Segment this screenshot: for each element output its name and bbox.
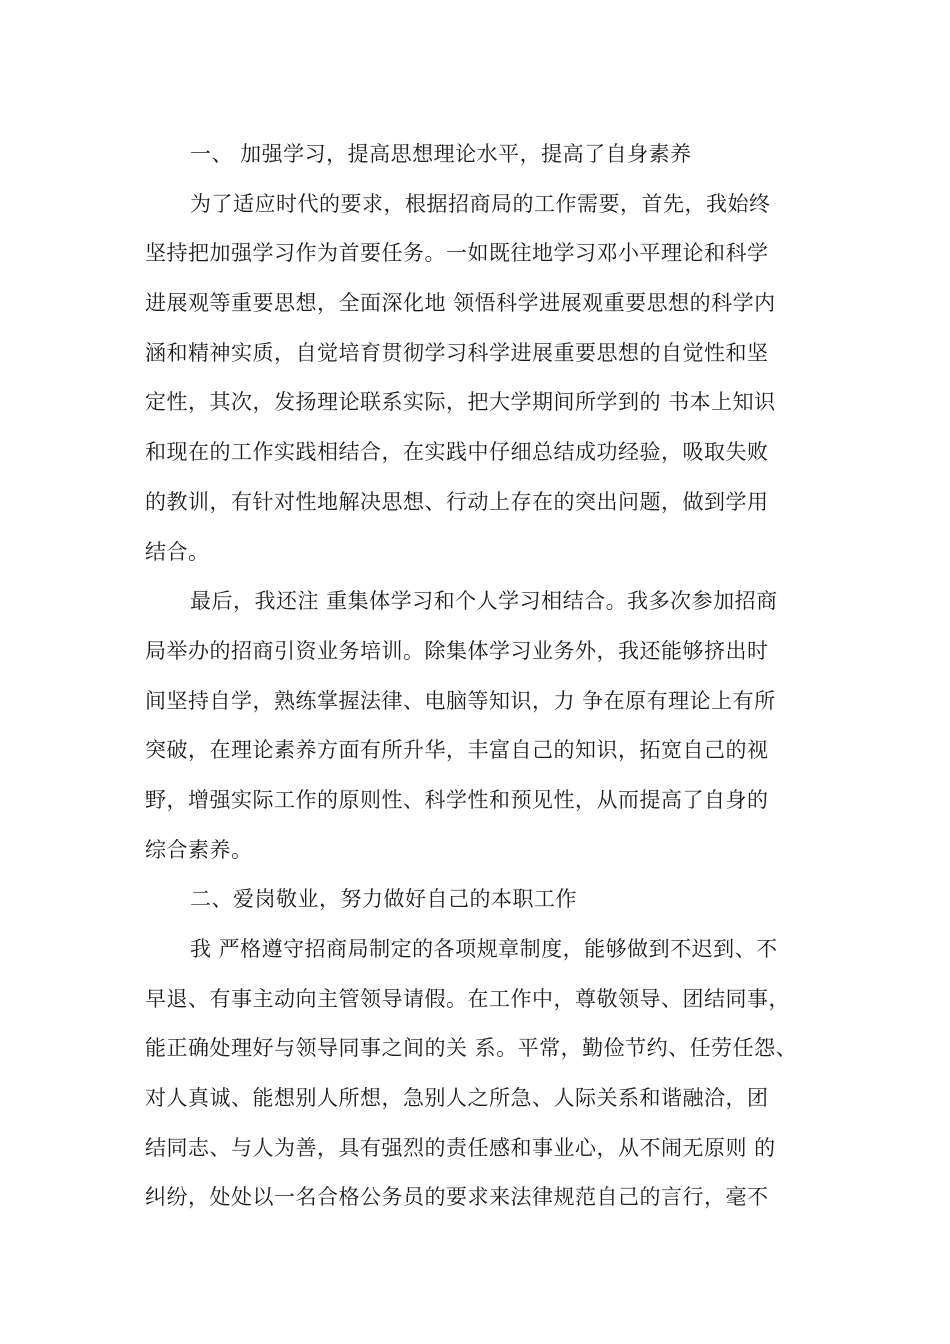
paragraph-line: 综合素养。 [145,837,253,862]
paragraph-line: 局举办的招商引资业务培训。除集体学习业务外，我还能够挤出时 [145,638,769,663]
paragraph-line: 进展观等重要思想，全面深化地 领悟科学进展观重要思想的科学内 [145,291,776,316]
paragraph-line: 间坚持自学，熟练掌握法律、电脑等知识，力 争在原有理论上有所 [145,688,776,713]
paragraph-line: 野，增强实际工作的原则性、科学性和预见性，从而提高了自身的 [145,787,769,812]
paragraph-line: 定性，其次，发扬理论联系实际，把大学期间所学到的 书本上知识 [145,390,776,415]
paragraph-line: 早退、有事主动向主管领导请假。在工作中，尊敬领导、团结同事， [145,986,790,1011]
section-heading-1: 一、 加强学习，提高思想理论水平，提高了自身素养 [190,142,692,166]
paragraph-line: 坚持把加强学习作为首要任务。一如既往地学习邓小平理论和科学 [145,241,769,266]
paragraph-line: 涵和精神实质，自觉培育贯彻学习科学进展重要思想的自觉性和坚 [145,340,769,365]
paragraph-line: 对人真诚、能想别人所想，急别人之所急、人际关系和谐融洽，团 [145,1086,769,1111]
paragraph-line: 和现在的工作实践相结合，在实践中仔细总结成功经验，吸取失败 [145,440,769,465]
paragraph-line: 突破，在理论素养方面有所升华，丰富自己的知识，拓宽自己的视 [145,738,769,763]
paragraph-line: 的教训，有针对性地解决思想、行动上存在的突出问题，做到学用 [145,489,769,514]
paragraph-line: 结合。 [145,539,210,564]
paragraph-line: 最后，我还注 重集体学习和个人学习相结合。我多次参加招商 [190,589,778,614]
paragraph-line: 我 严格遵守招商局制定的各项规章制度，能够做到不迟到、不 [190,937,778,961]
paragraph-line: 纠纷，处处以一名合格公务员的要求来法律规范自己的言行，毫不 [145,1185,769,1210]
paragraph-line: 能正确处理好与领导同事之间的关 系。平常，勤俭节约、任劳任怨、 [145,1036,798,1061]
document-body [145,130,810,1223]
paragraph-line: 结同志、与人为善，具有强烈的责任感和事业心，从不闹无原则 的 [145,1135,776,1160]
paragraph-line: 为了适应时代的要求，根据招商局的工作需要，首先，我始终 [190,191,771,216]
section-heading-2: 二、爱岗敬业，努力做好自己的本职工作 [190,887,577,912]
